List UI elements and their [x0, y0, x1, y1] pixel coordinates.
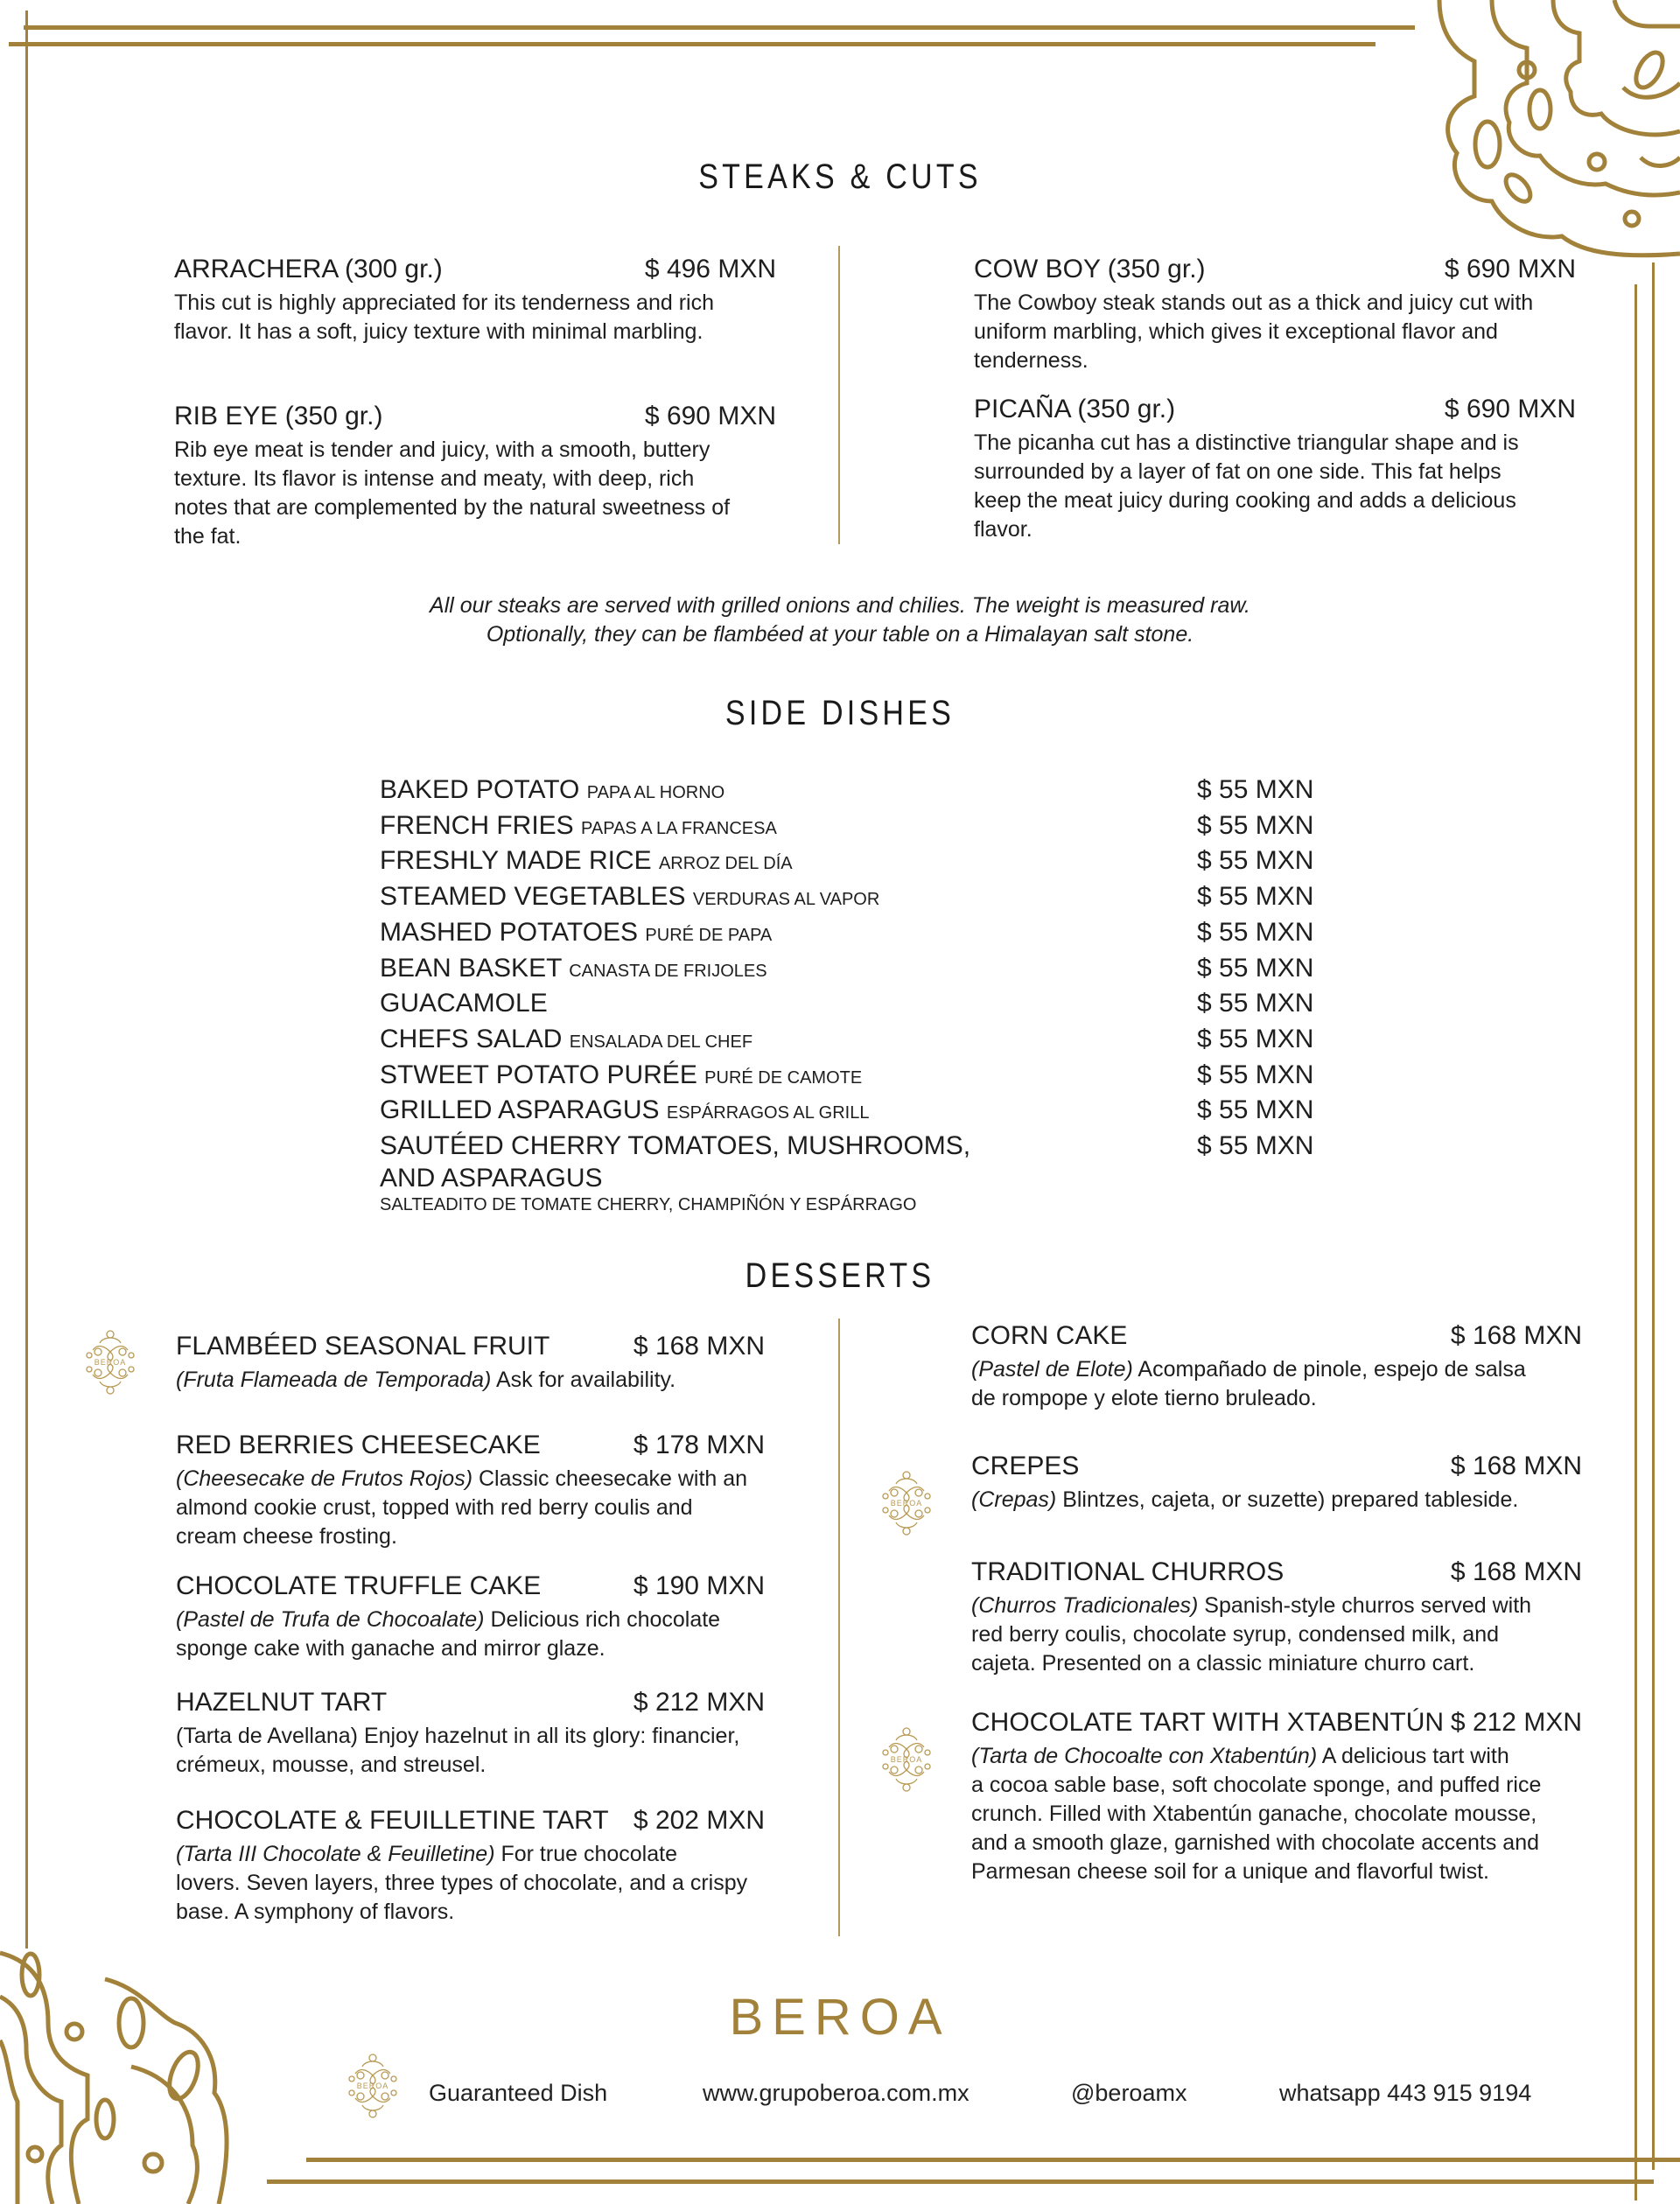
- description-line: The picanha cut has a distinctive triangular shape and is: [974, 430, 1519, 455]
- description-text: Parmesan cheese soil for a unique and flavorful twist.: [971, 1859, 1489, 1884]
- side-dish-price: $ 55 MXN: [1197, 1095, 1314, 1125]
- description-line: [176, 1366, 765, 1395]
- item-description: [974, 429, 1576, 544]
- description-text: cream cheese frosting.: [176, 1524, 397, 1549]
- spanish-name: (Tarta III Chocolate & Feuilletine): [176, 1842, 495, 1866]
- dessert-description: [971, 1355, 1582, 1413]
- item-price: $ 690 MXN: [1444, 255, 1576, 283]
- side-dish-name: CHEFS SALAD: [380, 1024, 563, 1053]
- description-line: [176, 1722, 765, 1751]
- side-dish-item: [380, 1058, 862, 1095]
- dessert-description: [176, 1465, 765, 1551]
- description-line: [971, 1800, 1582, 1829]
- side-dish-price: $ 55 MXN: [1197, 989, 1314, 1018]
- dessert-name: CHOCOLATE & FEUILLETINE TART: [176, 1806, 609, 1835]
- dessert-price: $ 202 MXN: [633, 1806, 765, 1835]
- description-text: Acompañado de pinole, espejo de salsa: [1132, 1357, 1526, 1382]
- dessert-description: [971, 1742, 1582, 1886]
- description-text: For true chocolate: [494, 1842, 677, 1866]
- description-line: keep the meat juicy during cooking and adds a delicious: [974, 488, 1516, 513]
- logo-text: BEROA: [94, 1358, 127, 1367]
- description-line: This cut is highly appreciated for its tenderness and rich: [174, 290, 714, 315]
- dessert-price: $ 178 MXN: [633, 1431, 765, 1459]
- side-dish-name: BEAN BASKET: [380, 953, 562, 983]
- side-dish-name: STWEET POTATO PURÉE: [380, 1060, 697, 1089]
- dessert-description: [971, 1486, 1582, 1515]
- dessert-item: [971, 1555, 1582, 1678]
- spanish-name: (Crepas): [971, 1487, 1057, 1512]
- side-dish-price: $ 55 MXN: [1197, 1024, 1314, 1053]
- guaranteed-dish-icon: [872, 1725, 942, 1795]
- section-title-steaks: STEAKS & CUTS: [698, 157, 982, 196]
- description-text: almond cookie crust, topped with red berry coulis and: [176, 1495, 693, 1520]
- dessert-name: CREPES: [971, 1452, 1080, 1480]
- side-dish-spanish-name: ENSALADA DEL CHEF: [569, 1032, 753, 1052]
- dessert-description: [176, 1840, 765, 1927]
- item-name: ARRACHERA (300 gr.): [174, 255, 443, 283]
- description-text: Classic cheesecake with an: [472, 1466, 748, 1491]
- description-text: Delicious rich chocolate: [484, 1607, 721, 1632]
- item-description: [174, 289, 776, 346]
- description-line: [971, 1858, 1582, 1886]
- dessert-price: $ 212 MXN: [633, 1688, 765, 1717]
- description-line: [971, 1829, 1582, 1858]
- menu-item: [174, 252, 776, 346]
- dessert-item: [971, 1705, 1582, 1886]
- description-line: [971, 1742, 1582, 1771]
- spanish-name: (Churros Tradicionales): [971, 1593, 1199, 1618]
- description-line: [971, 1355, 1582, 1384]
- dessert-name: TRADITIONAL CHURROS: [971, 1557, 1284, 1586]
- item-price: $ 690 MXN: [644, 402, 776, 430]
- description-line: [176, 1751, 765, 1780]
- description-text: red berry coulis, chocolate syrup, condensed milk, and: [971, 1622, 1500, 1647]
- item-price: $ 690 MXN: [1444, 395, 1576, 423]
- frame-line-bottom-2: [267, 2180, 1654, 2184]
- description-text: and a smooth glaze, garnished with chocolate accents and: [971, 1830, 1540, 1855]
- dessert-price: $ 190 MXN: [633, 1571, 765, 1600]
- side-dish-item: [380, 951, 767, 989]
- description-text: A delicious tart with: [1317, 1744, 1509, 1768]
- description-line: [176, 1634, 765, 1663]
- side-dish-name: FRENCH FRIES: [380, 810, 574, 840]
- side-dish-spanish-name: ESPÁRRAGOS AL GRILL: [666, 1103, 870, 1123]
- side-dish-price: $ 55 MXN: [1197, 775, 1314, 804]
- website-link[interactable]: www.grupoberoa.com.mx: [703, 2080, 970, 2106]
- dessert-name: CORN CAKE: [971, 1321, 1128, 1350]
- side-dish-price: $ 55 MXN: [1197, 810, 1314, 840]
- dessert-price: $ 168 MXN: [633, 1332, 765, 1361]
- side-dish-price: $ 55 MXN: [1197, 953, 1314, 983]
- side-dish-name: GUACAMOLE: [380, 989, 548, 1018]
- guaranteed-dish-label: Guaranteed Dish: [429, 2080, 608, 2106]
- spanish-name: (Tarta de Chocoalte con Xtabentún): [971, 1744, 1318, 1768]
- description-text: sponge cake with ganache and mirror glaze.: [176, 1636, 606, 1661]
- side-dish-item: [380, 915, 772, 953]
- guaranteed-dish-icon: [338, 2051, 408, 2121]
- description-line: [176, 1840, 765, 1869]
- description-line: Rib eye meat is tender and juicy, with a smooth, buttery: [174, 437, 710, 462]
- item-name: RIB EYE (350 gr.): [174, 402, 383, 430]
- dessert-price: $ 168 MXN: [1450, 1321, 1582, 1350]
- dessert-description: [176, 1606, 765, 1663]
- description-line: [971, 1620, 1582, 1649]
- description-line: uniform marbling, which gives it exceptional flavor and: [974, 319, 1498, 344]
- dessert-name: HAZELNUT TART: [176, 1688, 388, 1717]
- corner-ornament-top-right: [1422, 0, 1680, 258]
- dessert-description: [176, 1366, 765, 1395]
- description-text: lovers. Seven layers, three types of chocolate, and a crispy: [176, 1871, 748, 1895]
- description-line: [176, 1869, 765, 1898]
- description-line: tenderness.: [974, 348, 1088, 373]
- dessert-item: [176, 1329, 765, 1395]
- dessert-description: [176, 1722, 765, 1780]
- description-line: [176, 1898, 765, 1927]
- guaranteed-dish-icon: [75, 1327, 145, 1397]
- dessert-price: $ 212 MXN: [1450, 1708, 1582, 1737]
- dessert-name: CHOCOLATE TRUFFLE CAKE: [176, 1571, 542, 1600]
- side-dish-price: $ 55 MXN: [1197, 1060, 1314, 1089]
- dessert-price: $ 168 MXN: [1450, 1557, 1582, 1586]
- dessert-description: [971, 1592, 1582, 1678]
- corner-ornament-bottom-left: [0, 1944, 267, 2204]
- guaranteed-dish-icon: [872, 1468, 942, 1538]
- side-dish-spanish-name: PAPA AL HORNO: [586, 783, 725, 802]
- side-dish-name: MASHED POTATOES: [380, 917, 639, 947]
- frame-line-bottom-1: [306, 2158, 1680, 2162]
- side-dish-price: $ 55 MXN: [1197, 917, 1314, 947]
- brand-logo: BEROA: [729, 1989, 951, 2046]
- side-dish-item: [380, 773, 724, 810]
- spanish-name: (Pastel de Elote): [971, 1357, 1133, 1382]
- frame-line-top-1: [24, 25, 1415, 30]
- side-dish-spanish-name: PURÉ DE PAPA: [645, 925, 773, 945]
- description-text: Ask for availability.: [491, 1368, 676, 1392]
- description-line: The Cowboy steak stands out as a thick and juicy cut with: [974, 290, 1534, 315]
- description-text: cajeta. Presented on a classic miniature churro cart.: [971, 1651, 1475, 1676]
- dessert-item: [176, 1803, 765, 1927]
- description-text: crunch. Filled with Xtabentún ganache, chocolate mousse,: [971, 1802, 1537, 1826]
- spanish-name: (Fruta Flameada de Temporada): [176, 1368, 492, 1392]
- dessert-item: [971, 1319, 1582, 1413]
- side-dish-price: $ 55 MXN: [1197, 1131, 1314, 1160]
- steaks-note-line-2: Optionally, they can be flambéed at your table on a Himalayan salt stone.: [486, 622, 1194, 647]
- description-text: de rompope y elote tierno bruleado.: [971, 1386, 1317, 1410]
- dessert-item: [176, 1428, 765, 1551]
- steaks-column-divider: [838, 246, 840, 544]
- side-dish-name: STEAMED VEGETABLES: [380, 882, 686, 912]
- description-text: crémeux, mousse, and streusel.: [176, 1753, 486, 1777]
- description-line: [971, 1384, 1582, 1413]
- description-text: Blintzes, cajeta, or suzette) prepared tableside.: [1056, 1487, 1519, 1512]
- dessert-item: [176, 1685, 765, 1780]
- description-line: [176, 1522, 765, 1551]
- item-name: PICAÑA (350 gr.): [974, 395, 1176, 423]
- description-line: texture. Its flavor is intense and meaty, with deep, rich: [174, 466, 695, 491]
- social-handle[interactable]: @beroamx: [1071, 2080, 1187, 2106]
- side-dish-name-line-2: AND ASPARAGUS: [380, 1164, 603, 1193]
- frame-line-top-2: [9, 42, 1376, 46]
- description-text: a cocoa sable base, soft chocolate sponge, and puffed rice: [971, 1773, 1542, 1797]
- menu-item: [174, 399, 776, 551]
- description-line: notes that are complemented by the natural sweetness of: [174, 495, 731, 520]
- frame-line-right-1: [1634, 284, 1637, 2201]
- whatsapp-contact[interactable]: whatsapp 443 915 9194: [1279, 2080, 1532, 2106]
- logo-text: BEROA: [890, 1499, 923, 1508]
- side-dish-name: GRILLED ASPARAGUS: [380, 1095, 660, 1125]
- description-line: [971, 1592, 1582, 1620]
- spanish-name: (Pastel de Trufa de Chocoalate): [176, 1607, 485, 1632]
- side-dish-spanish-name: VERDURAS AL VAPOR: [692, 890, 880, 910]
- side-dish-spanish-name: ARROZ DEL DÍA: [658, 854, 793, 874]
- side-dish-price: $ 55 MXN: [1197, 846, 1314, 876]
- dessert-item: [176, 1569, 765, 1663]
- side-dish-item: [380, 1022, 752, 1060]
- logo-text: BEROA: [890, 1755, 923, 1764]
- steaks-note-line-1: All our steaks are served with grilled onions and chilies. The weight is measured raw.: [430, 593, 1250, 618]
- side-dish-item: [380, 986, 548, 1021]
- side-dish-price: $ 55 MXN: [1197, 882, 1314, 912]
- description-line: flavor. It has a soft, juicy texture with minimal marbling.: [174, 319, 704, 344]
- description-line: [971, 1486, 1582, 1515]
- side-dish-spanish-name: CANASTA DE FRIJOLES: [569, 961, 767, 981]
- description-line: [971, 1649, 1582, 1678]
- description-line: [971, 1771, 1582, 1800]
- description-line: [176, 1494, 765, 1522]
- side-dish-spanish-name: PAPAS A LA FRANCESA: [581, 818, 777, 838]
- description-line: flavor.: [974, 517, 1032, 542]
- menu-item: [974, 252, 1576, 375]
- side-dish-item: [380, 1093, 869, 1130]
- description-line: [176, 1465, 765, 1494]
- side-dish-item: [380, 879, 879, 917]
- section-title-desserts: DESSERTS: [745, 1256, 935, 1295]
- side-dish-name: BAKED POTATO: [380, 775, 580, 804]
- dessert-name: FLAMBÉED SEASONAL FRUIT: [176, 1332, 550, 1361]
- side-dish-item: [380, 843, 793, 881]
- description-text: Spanish-style churros served with: [1198, 1593, 1532, 1618]
- dessert-name: CHOCOLATE TART WITH XTABENTÚN: [971, 1708, 1445, 1737]
- dessert-item: [971, 1449, 1582, 1515]
- dessert-name: RED BERRIES CHEESECAKE: [176, 1431, 541, 1459]
- description-line: [176, 1606, 765, 1634]
- side-dish-name: FRESHLY MADE RICE: [380, 846, 652, 876]
- section-title-sides: SIDE DISHES: [724, 694, 956, 732]
- description-text: (Tarta de Avellana) Enjoy hazelnut in all its glory: financier,: [176, 1724, 740, 1748]
- side-dish-item: [380, 808, 777, 846]
- side-dish-name: SAUTÉED CHERRY TOMATOES, MUSHROOMS,: [380, 1131, 971, 1160]
- logo-text: BEROA: [356, 2082, 389, 2090]
- dessert-price: $ 168 MXN: [1450, 1452, 1582, 1480]
- item-name: COW BOY (350 gr.): [974, 255, 1206, 283]
- item-description: [174, 436, 776, 551]
- description-text: base. A symphony of flavors.: [176, 1900, 455, 1924]
- desserts-column-divider: [838, 1319, 840, 1936]
- item-description: [974, 289, 1576, 375]
- item-price: $ 496 MXN: [644, 255, 776, 283]
- frame-line-left: [25, 10, 28, 1949]
- side-dish-spanish-name: SALTEADITO DE TOMATE CHERRY, CHAMPIÑÓN Y ESPÁRRAGO: [380, 1195, 917, 1214]
- description-line: surrounded by a layer of fat on one side. This fat helps: [974, 459, 1502, 484]
- frame-line-right-2: [1652, 262, 1655, 2170]
- side-dish-item: [380, 1129, 970, 1216]
- spanish-name: (Cheesecake de Frutos Rojos): [176, 1466, 473, 1491]
- menu-item: [974, 392, 1576, 544]
- description-line: the fat.: [174, 524, 242, 549]
- side-dish-spanish-name: PURÉ DE CAMOTE: [704, 1067, 863, 1088]
